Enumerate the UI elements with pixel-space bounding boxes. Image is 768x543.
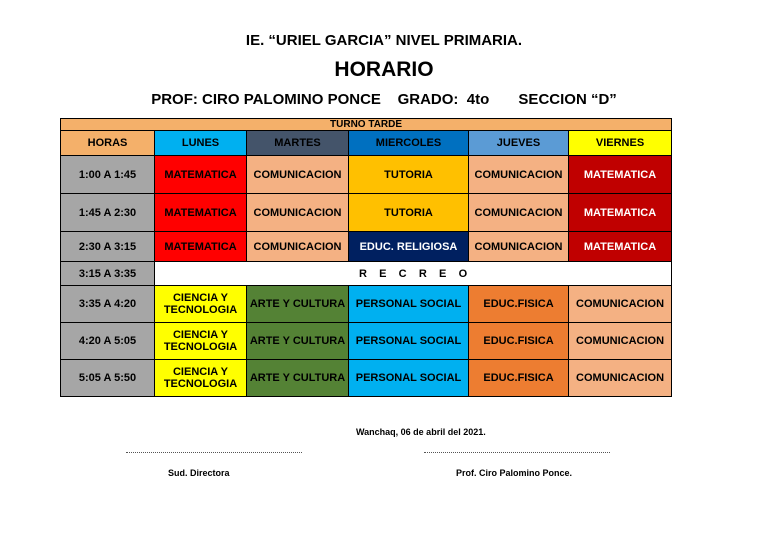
subject-cell: MATEMATICA [569, 156, 672, 194]
subject-cell: COMUNICACION [569, 323, 672, 360]
subject-cell: MATEMATICA [155, 232, 247, 262]
subject-cell: ARTE Y CULTURA [247, 323, 349, 360]
recess-row [61, 262, 672, 286]
schedule-table [60, 118, 672, 397]
schedule-row [61, 360, 672, 397]
time-slot: 5:05 A 5:50 [61, 360, 155, 397]
subject-cell: MATEMATICA [569, 194, 672, 232]
subject-cell: TUTORIA [349, 156, 469, 194]
subject-cell: COMUNICACION [247, 232, 349, 262]
page-subtitle: PROF: CIRO PALOMINO PONCE GRADO: 4to SECCION “D” [151, 91, 617, 108]
subject-cell: COMUNICACION [247, 156, 349, 194]
subject-cell: ARTE Y CULTURA [247, 360, 349, 397]
subject-cell: EDUC. RELIGIOSA [349, 232, 469, 262]
subject-cell: MATEMATICA [155, 156, 247, 194]
place-date: Wanchaq, 06 de abril del 2021. [356, 427, 486, 437]
subject-cell: ARTE Y CULTURA [247, 286, 349, 323]
school-name: IE. “URIEL GARCIA” NIVEL PRIMARIA. [245, 32, 523, 49]
column-header-martes: MARTES [247, 131, 349, 156]
subject-cell: TUTORIA [349, 194, 469, 232]
recess-label: R E C R E O [155, 262, 672, 286]
subject-cell: EDUC.FISICA [469, 360, 569, 397]
subject-cell: COMUNICACION [247, 194, 349, 232]
column-header-jueves: JUEVES [469, 131, 569, 156]
subject-cell: COMUNICACION [469, 232, 569, 262]
signature-line-right [424, 452, 610, 453]
column-header-viernes: VIERNES [569, 131, 672, 156]
time-slot: 4:20 A 5:05 [61, 323, 155, 360]
subject-cell: COMUNICACION [469, 194, 569, 232]
subject-cell: CIENCIA Y TECNOLOGIA [155, 286, 247, 323]
subject-cell: PERSONAL SOCIAL [349, 360, 469, 397]
schedule-row [61, 286, 672, 323]
time-slot: 1:45 A 2:30 [61, 194, 155, 232]
subject-cell: PERSONAL SOCIAL [349, 323, 469, 360]
column-header-miercoles: MIERCOLES [349, 131, 469, 156]
signature-line-left [126, 452, 302, 453]
schedule-row [61, 232, 672, 262]
subject-cell: EDUC.FISICA [469, 286, 569, 323]
signature-left: Sud. Directora [168, 468, 230, 478]
schedule-row [61, 194, 672, 232]
subject-cell: PERSONAL SOCIAL [349, 286, 469, 323]
subject-cell: CIENCIA Y TECNOLOGIA [155, 323, 247, 360]
shift-label: TURNO TARDE [61, 119, 672, 131]
subject-cell: MATEMATICA [155, 194, 247, 232]
subject-cell: MATEMATICA [569, 232, 672, 262]
column-header-horas: HORAS [61, 131, 155, 156]
subject-cell: COMUNICACION [569, 360, 672, 397]
time-slot: 3:35 A 4:20 [61, 286, 155, 323]
subject-cell: COMUNICACION [469, 156, 569, 194]
time-slot: 1:00 A 1:45 [61, 156, 155, 194]
time-slot: 2:30 A 3:15 [61, 232, 155, 262]
page-title: HORARIO [334, 58, 434, 81]
schedule-row [61, 323, 672, 360]
time-slot: 3:15 A 3:35 [61, 262, 155, 286]
subject-cell: EDUC.FISICA [469, 323, 569, 360]
column-header-lunes: LUNES [155, 131, 247, 156]
subject-cell: CIENCIA Y TECNOLOGIA [155, 360, 247, 397]
signature-right: Prof. Ciro Palomino Ponce. [456, 468, 573, 478]
schedule-row [61, 156, 672, 194]
subject-cell: COMUNICACION [569, 286, 672, 323]
